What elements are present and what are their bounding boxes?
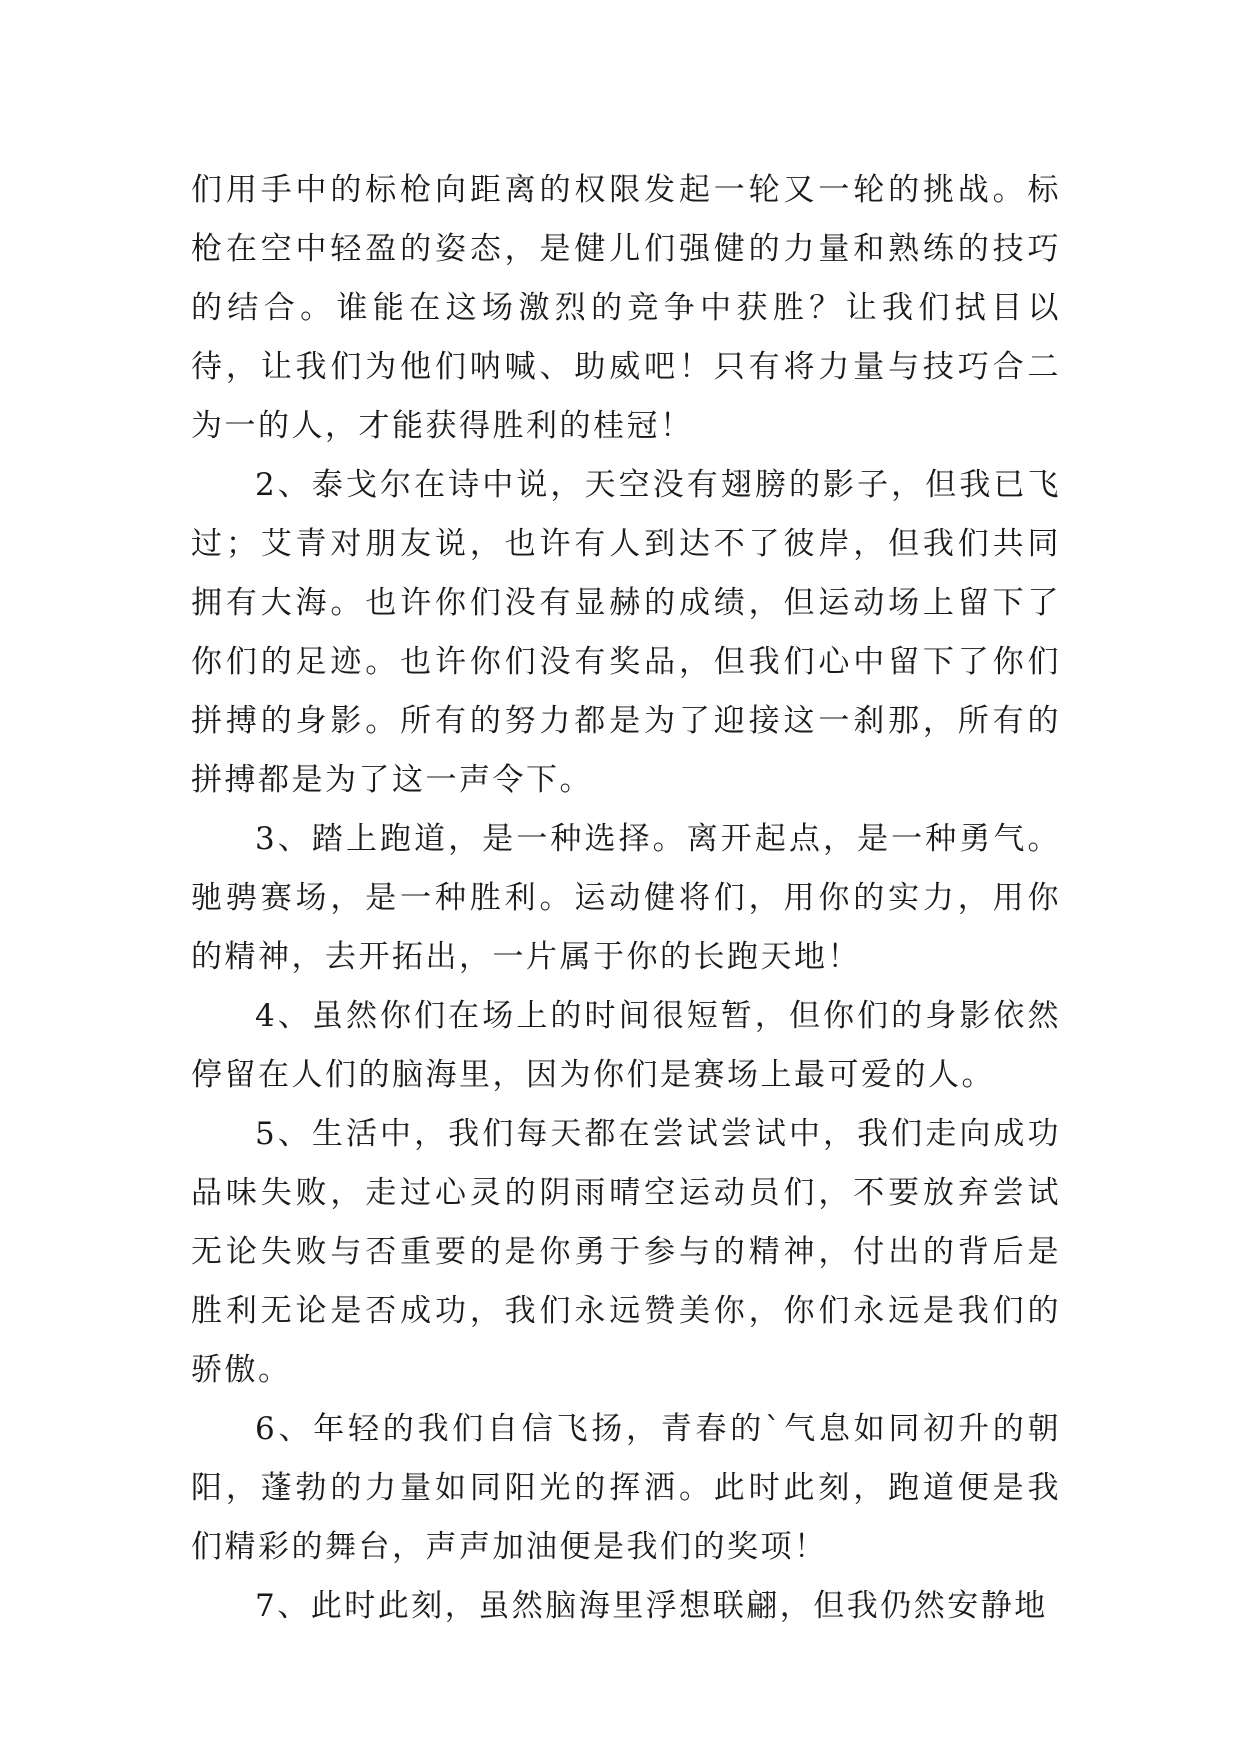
paragraph-item-6: 6、年轻的我们自信飞扬，青春的`气息如同初升的朝阳，蓬勃的力量如同阳光的挥洒。此时此刻，跑道便是我们精彩的舞台，声声加油便是我们的奖项！ bbox=[191, 1411, 1061, 1565]
paragraph-item-2: 2、泰戈尔在诗中说，天空没有翅膀的影子，但我已飞过；艾青对朋友说，也许有人到达不了彼岸，但我们共同拥有大海。也许你们没有显赫的成绩，但运动场上留下了你们的足迹。也许你们没有奖品，但我们心中留下了你们拼搏的身影。所有的努力都是为了迎接这一刹那，所有的拼搏都是为了这一声令下。 bbox=[191, 467, 1061, 798]
paragraph-item-3: 3、踏上跑道，是一种选择。离开起点，是一种勇气。驰骋赛场，是一种胜利。运动健将们，用你的实力，用你的精神，去开拓出，一片属于你的长跑天地！ bbox=[191, 821, 1061, 975]
paragraph-item-5: 5、生活中，我们每天都在尝试尝试中，我们走向成功品味失败，走过心灵的阴雨晴空运动员们，不要放弃尝试无论失败与否重要的是你勇于参与的精神，付出的背后是胜利无论是否成功，我们永远赞美你，你们永远是我们的骄傲。 bbox=[191, 1116, 1061, 1388]
document-body bbox=[191, 161, 1061, 1636]
paragraph-item-4: 4、虽然你们在场上的时间很短暂，但你们的身影依然停留在人们的脑海里，因为你们是赛场上最可爱的人。 bbox=[191, 998, 1061, 1093]
paragraph-item-7: 7、此时此刻，虽然脑海里浮想联翩，但我仍然安静地 bbox=[255, 1588, 1048, 1624]
paragraph-continuation: 们用手中的标枪向距离的权限发起一轮又一轮的挑战。标枪在空中轻盈的姿态，是健儿们强健的力量和熟练的技巧的结合。谁能在这场激烈的竞争中获胜？让我们拭目以待，让我们为他们呐喊、助威吧！只有将力量与技巧合二为一的人，才能获得胜利的桂冠！ bbox=[191, 172, 1061, 444]
